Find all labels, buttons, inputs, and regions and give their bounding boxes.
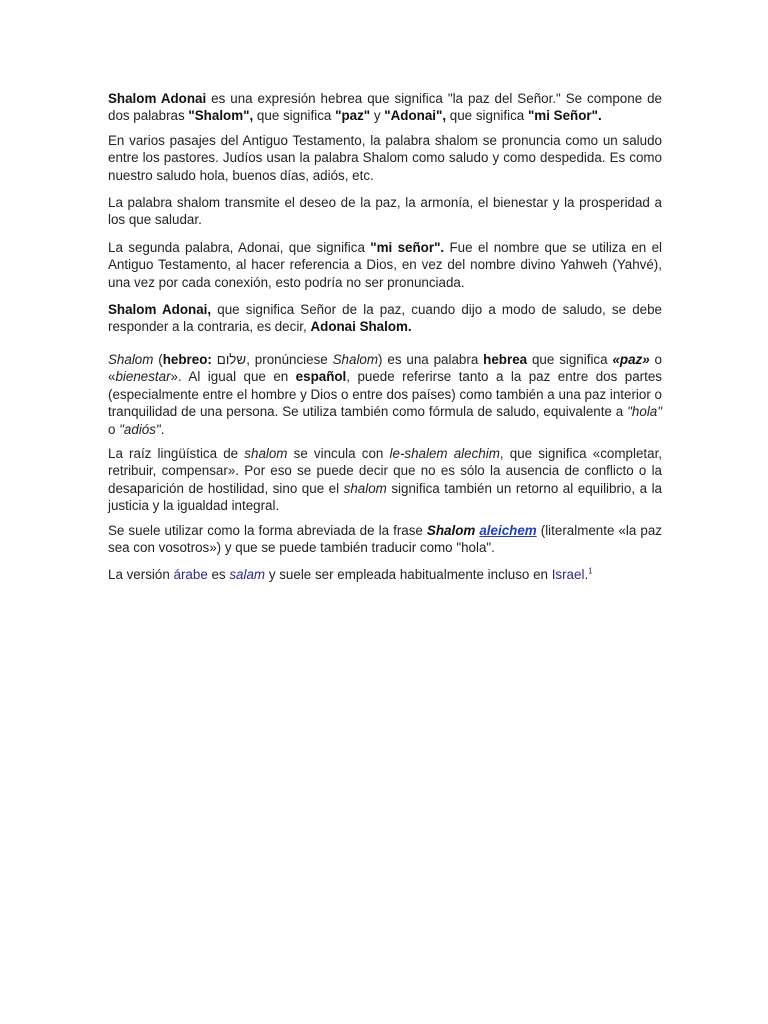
paragraph-version-arabe [108, 566, 662, 583]
link-israel[interactable]: Israel [551, 567, 585, 583]
text: Se suele utilizar como la forma abreviada de la frase [108, 522, 427, 538]
term-paz: «paz» [612, 351, 650, 367]
term-shalom-adonai: Shalom Adonai [108, 91, 207, 106]
term-shalom-adonai: Shalom Adonai, [108, 302, 212, 318]
text: que significa Señor de la paz, cuando dijo a modo de saludo, se debe responder a la contraria, es decir, [108, 302, 663, 335]
paragraph-respuesta [108, 301, 662, 336]
text: que significa [253, 108, 336, 124]
text: , puede referirse tanto a la paz entre dos partes (especialmente entre el hombre y Dios o entre dos países) como también a una paz interior o tranquilidad de una persona. Se utiliza también como fórmula de saludo, equivalente a [108, 369, 662, 420]
text: ». Al igual que en [170, 369, 296, 385]
text: Fue el nombre que se utiliza en el Antiguo Testamento, al hacer referencia a Dios, en vez del nombre divino Yahweh (Yahvé), una vez por cada conexión, esto podría no ser pronunciada. [108, 239, 662, 290]
link-salam[interactable] [229, 567, 265, 582]
term-espanol: español [295, 369, 347, 385]
term-adios: "adiós" [119, 421, 161, 437]
term-shalom: Shalom [332, 351, 379, 367]
term-shalom: "Shalom", [188, 108, 254, 124]
text: (literalmente «la paz sea con vosotros») y que se puede también traducir como "hola". [108, 522, 662, 555]
term-hebrea: hebrea [483, 351, 528, 367]
text: es [207, 567, 230, 583]
text: es una expresión hebrea que significa "la paz del Señor." Se compone de dos palabras [108, 91, 662, 124]
text: ( [153, 351, 163, 367]
paragraph-antiguo-testamento: En varios pasajes del Antiguo Testamento, la palabra shalom se pronuncia como un saludo entre los pastores. Judíos usan la palabra Shalom como saludo y como despedida. Es como nuestro saludo hola, buenos días, adiós, etc. [108, 132, 662, 183]
term-bienestar: bienestar [115, 369, 171, 385]
link-arabe[interactable]: árabe [173, 567, 208, 583]
text: La raíz lingüística de [108, 445, 245, 461]
term-mi-senor: "mi Señor". [527, 108, 602, 124]
document-body [108, 90, 662, 594]
paragraph-transmite: La palabra shalom transmite el deseo de la paz, la armonía, el bienestar y la prosperidad a los que saludar. [108, 195, 662, 228]
text: La versión [108, 567, 174, 583]
text: o [108, 421, 120, 437]
text: o « [108, 351, 662, 385]
term-hebreo: hebreo: [162, 351, 212, 367]
term-shalom: Shalom [426, 522, 476, 538]
text: . [160, 421, 165, 437]
term-adonai-shalom: Adonai Shalom. [310, 319, 412, 335]
term-mi-senor: "mi señor". [370, 239, 445, 255]
term-le-shalem-alechim: le-shalem alechim [389, 445, 500, 461]
paragraph-hebreo [108, 351, 662, 438]
footnote-reference[interactable]: 1 [588, 566, 593, 576]
text: שלום, pronúnciese [211, 351, 333, 367]
text: que significa [446, 108, 528, 124]
text: se vincula con [287, 445, 390, 461]
term-shalom: Shalom [108, 351, 154, 367]
paragraph-raiz [108, 445, 662, 515]
term-shalom: shalom [343, 480, 387, 496]
text: y [370, 108, 385, 124]
text: ) es una palabra [378, 351, 484, 367]
term-hola: "hola" [627, 404, 662, 420]
term-salam[interactable]: salam [229, 567, 266, 583]
text: y suele ser empleada habitualmente incluso en [265, 567, 552, 583]
paragraph-forma-abreviada [108, 522, 662, 557]
term-shalom: shalom [244, 445, 288, 461]
text: que significa [527, 351, 613, 367]
text: , que significa «completar, retribuir, compensar». Por eso se puede decir que no es sólo la ausencia de conflicto o la desaparición de hostilidad, sino que el [108, 445, 663, 496]
link-aleichem[interactable]: aleichem [479, 522, 537, 538]
paragraph-intro [108, 90, 662, 125]
text: La segunda palabra, Adonai, que significa [108, 239, 371, 255]
term-adonai: "Adonai", [384, 108, 447, 124]
text: significa también un retorno al equilibrio, a la justicia y la igualdad integral. [108, 480, 662, 514]
text: . [584, 567, 589, 583]
term-paz: "paz" [335, 108, 371, 124]
paragraph-segunda-palabra [108, 239, 662, 291]
